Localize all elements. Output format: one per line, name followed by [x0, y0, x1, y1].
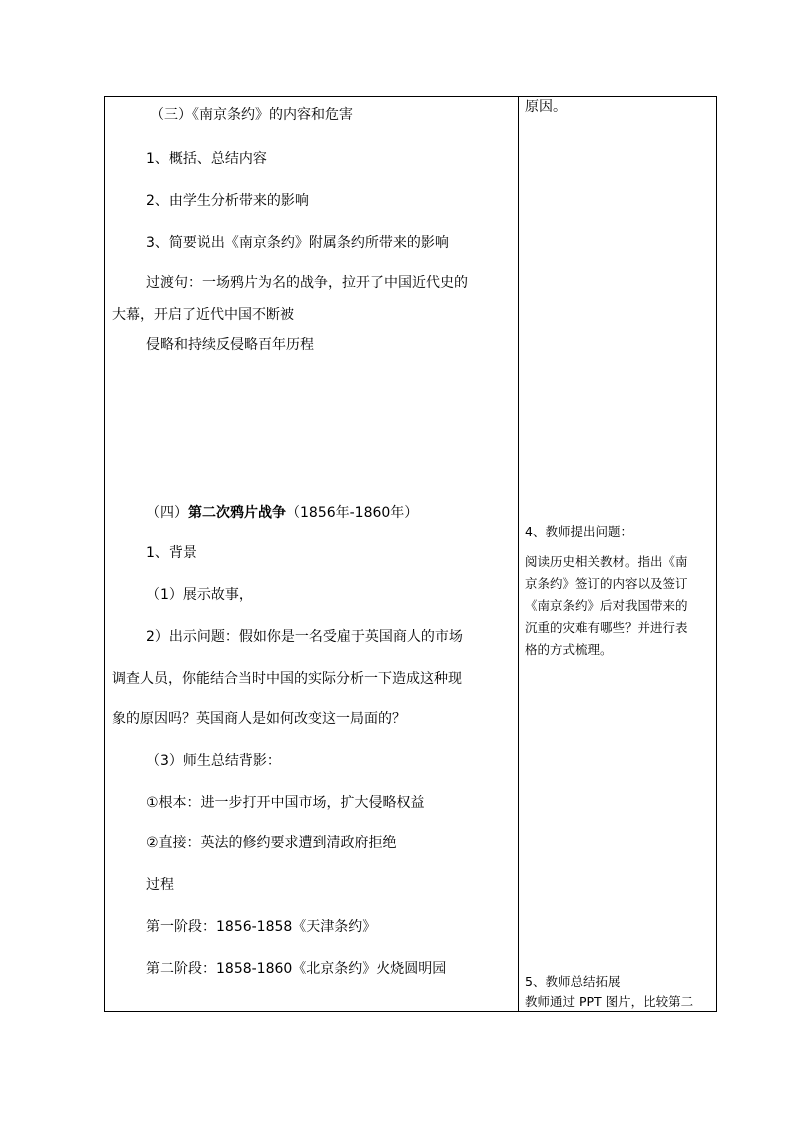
- point-5-heading: 5、教师总结拓展: [525, 974, 621, 989]
- cause-direct: ②直接：英法的修约要求遭到清政府拒绝: [146, 835, 397, 851]
- item-4-1-2-line-1: 2）出示问题：假如你是一名受雇于英国商人的市场: [146, 629, 463, 645]
- section-4-years: （1856年-1860年）: [286, 505, 419, 521]
- item-4-1-2-line-3: 象的原因吗？英国商人是如何改变这一局面的？: [112, 711, 406, 727]
- point-4-line-5: 格的方式梳理。: [525, 642, 613, 657]
- item-3-1: 1、概括、总结内容: [146, 151, 267, 167]
- section-3-heading: （三）《南京条约》的内容和危害: [150, 107, 353, 123]
- right-top-text: 原因。: [525, 99, 567, 115]
- section-4-prefix: （四）: [146, 505, 188, 521]
- transition-line-1: 过渡句：一场鸦片为名的战争，拉开了中国近代史的: [146, 275, 468, 291]
- transition-line-3: 侵略和持续反侵略百年历程: [146, 337, 314, 353]
- stage-1: 第一阶段：1856-1858《天津条约》: [146, 919, 377, 935]
- cause-root: ①根本：进一步打开中国市场，扩大侵略权益: [146, 795, 425, 811]
- item-3-3: 3、简要说出《南京条约》附属条约所带来的影响: [146, 235, 449, 251]
- item-4-1-2-line-2: 调查人员，你能结合当时中国的实际分析一下造成这种现: [112, 671, 462, 687]
- section-4-heading: [146, 504, 418, 522]
- section-4-title: 第二次鸦片战争: [188, 505, 286, 521]
- item-4-1: 1、背景: [146, 545, 197, 561]
- transition-line-2: 大幕，开启了近代中国不断被: [112, 307, 294, 323]
- item-4-1-1: （1）展示故事，: [146, 587, 253, 603]
- point-4-line-3: 《南京条约》后对我国带来的: [525, 598, 688, 613]
- process-heading: 过程: [146, 877, 174, 893]
- stage-2: 第二阶段：1858-1860《北京条约》火烧圆明园: [146, 961, 447, 977]
- point-4-line-1: 阅读历史相关教材。指出《南: [525, 554, 688, 569]
- point-5-line-1: 教师通过 PPT 图片，比较第二: [525, 994, 694, 1009]
- column-divider: [518, 96, 519, 1012]
- item-4-1-3: （3）师生总结背影：: [146, 753, 281, 769]
- item-3-2: 2、由学生分析带来的影响: [146, 193, 309, 209]
- point-4-line-2: 京条约》签订的内容以及签订: [525, 576, 688, 591]
- point-4-heading: 4、教师提出问题：: [525, 524, 633, 539]
- point-4-line-4: 沉重的灾难有哪些？并进行表: [525, 620, 688, 635]
